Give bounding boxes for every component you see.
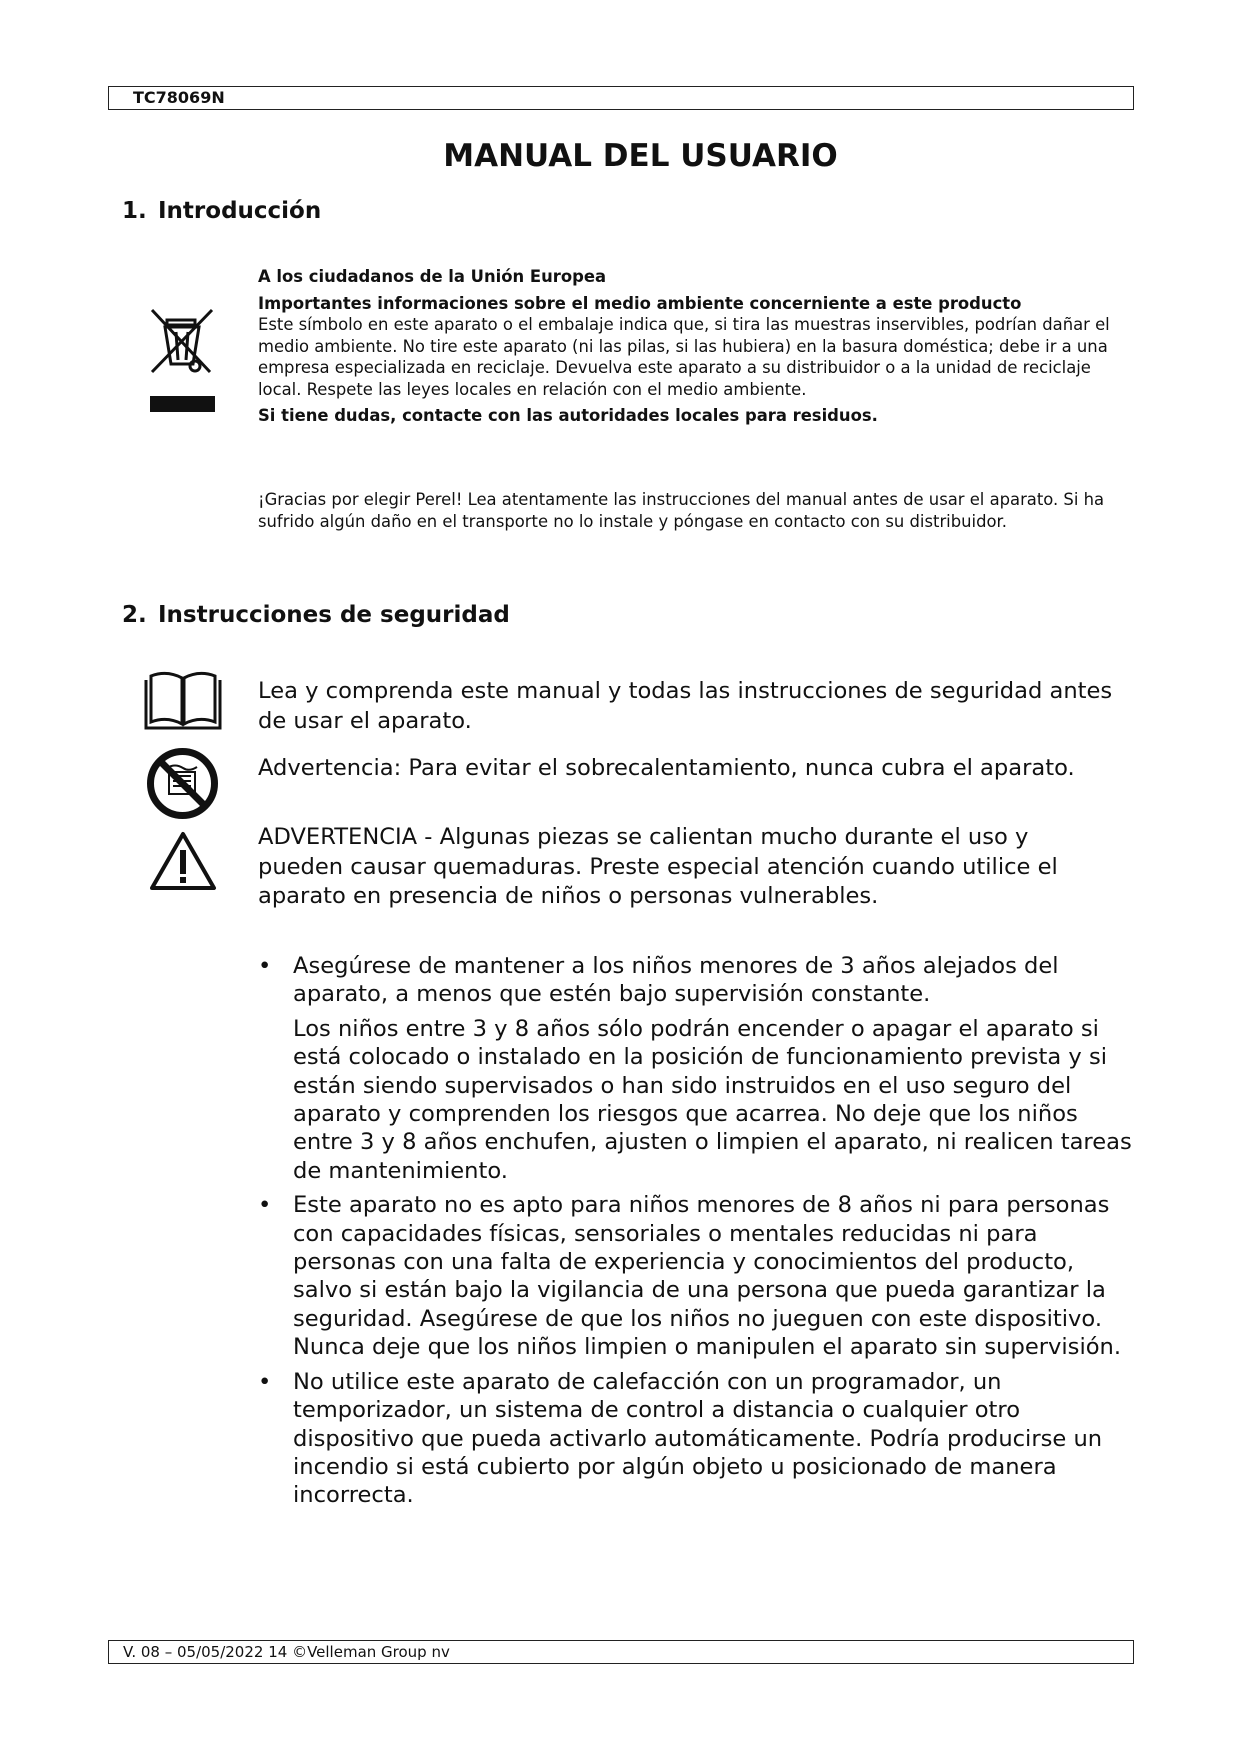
bullet-icon: • <box>258 1368 272 1395</box>
section-number: 1. <box>122 198 147 224</box>
weee-bin-icon <box>140 300 225 418</box>
do-not-cover-icon <box>145 746 220 821</box>
bullet-text: No utilice este aparato de calefacción con un programador, un temporizador, un sistema de control a distancia o cualquier otro dispositivo que pueda activarlo automáticamente. Podría producirse un incendio si está cubierto por algún objeto u posicionado de manera incorrecta. <box>293 1368 1103 1509</box>
bullet-icon: • <box>258 1192 272 1219</box>
section-number: 2. <box>122 602 147 628</box>
env-heading: Importantes informaciones sobre el medio ambiente concerniente a este producto <box>258 293 1022 313</box>
list-item <box>258 1191 1138 1361</box>
intro-text-block <box>258 266 1118 427</box>
section-title: Instrucciones de seguridad <box>158 602 510 628</box>
bullet-text: Asegúrese de mantener a los niños menores de 3 años alejados del aparato, a menos que estén bajo supervisión constante. <box>293 953 1059 1008</box>
bullet-text: Este aparato no es apto para niños menores de 8 años ni para personas con capacidades físicas, sensoriales o mentales reducidas ni para personas con una falta de experiencia y conocimientos del producto, salvo si están bajo la vigilancia de una persona que pueda garantizar la seguridad. Asegúrese de que los niños no jueguen con este dispositivo. Nunca deje que los niños limpien o manipulen el aparato sin supervisión. <box>293 1192 1122 1361</box>
safety-hot-parts: ADVERTENCIA - Algunas piezas se calientan mucho durante el uso y pueden causar quemaduras. Preste especial atención cuando utilice el aparato en presencia de niños o personas vulnerables. <box>258 824 1058 909</box>
footer: V. 08 – 05/05/2022 14 ©Velleman Group nv <box>108 1640 1134 1664</box>
bullet-sub-text: Los niños entre 3 y 8 años sólo podrán encender o apagar el aparato si está colocado o instalado en la posición de funcionamiento prevista y si están siendo supervisados o han sido instruidos en el uso seguro del aparato y comprenden los riesgos que acarrea. No deje que los niños entre 3 y 8 años enchufen, ajusten o limpien el aparato, ni realicen tareas de mantenimiento. <box>293 1015 1132 1184</box>
list-item <box>258 952 1138 1009</box>
page-title: MANUAL DEL USUARIO <box>443 138 838 174</box>
env-text: Este símbolo en este aparato o el embalaje indica que, si tira las muestras inservibles, podrían dañar el medio ambiente. No tire este aparato (ni las pilas, si las hubiera) en la basura doméstica; debe ir a una empresa especializada en reciclaje. Devuelva este aparato a su distribuidor o a la unidad de reciclaje local. Respete las leyes locales en relación con el medio ambiente. <box>258 315 1110 399</box>
bullet-icon: • <box>258 953 272 979</box>
eu-heading: A los ciudadanos de la Unión Europea <box>258 267 607 286</box>
safety-no-cover: Advertencia: Para evitar el sobrecalentamiento, nunca cubra el aparato. <box>258 755 1075 781</box>
safety-bullet-list <box>258 952 1138 1510</box>
warning-triangle-icon <box>148 830 218 892</box>
section-heading-intro <box>122 198 321 224</box>
thanks-text: ¡Gracias por elegir Perel! Lea atentamente las instrucciones del manual antes de usar el aparato. Si ha sufrido algún daño en el transporte no lo instale y póngase en contacto con su distribuidor. <box>258 490 1105 531</box>
safety-read-manual: Lea y comprenda este manual y todas las instrucciones de seguridad antes de usar el aparato. <box>258 678 1113 734</box>
section-heading-safety <box>122 602 510 628</box>
doubt-text: Si tiene dudas, contacte con las autoridades locales para residuos. <box>258 406 878 425</box>
read-manual-icon <box>143 670 223 733</box>
list-item <box>258 1368 1138 1510</box>
section-title: Introducción <box>158 198 322 224</box>
header-model: TC78069N <box>108 86 1134 110</box>
